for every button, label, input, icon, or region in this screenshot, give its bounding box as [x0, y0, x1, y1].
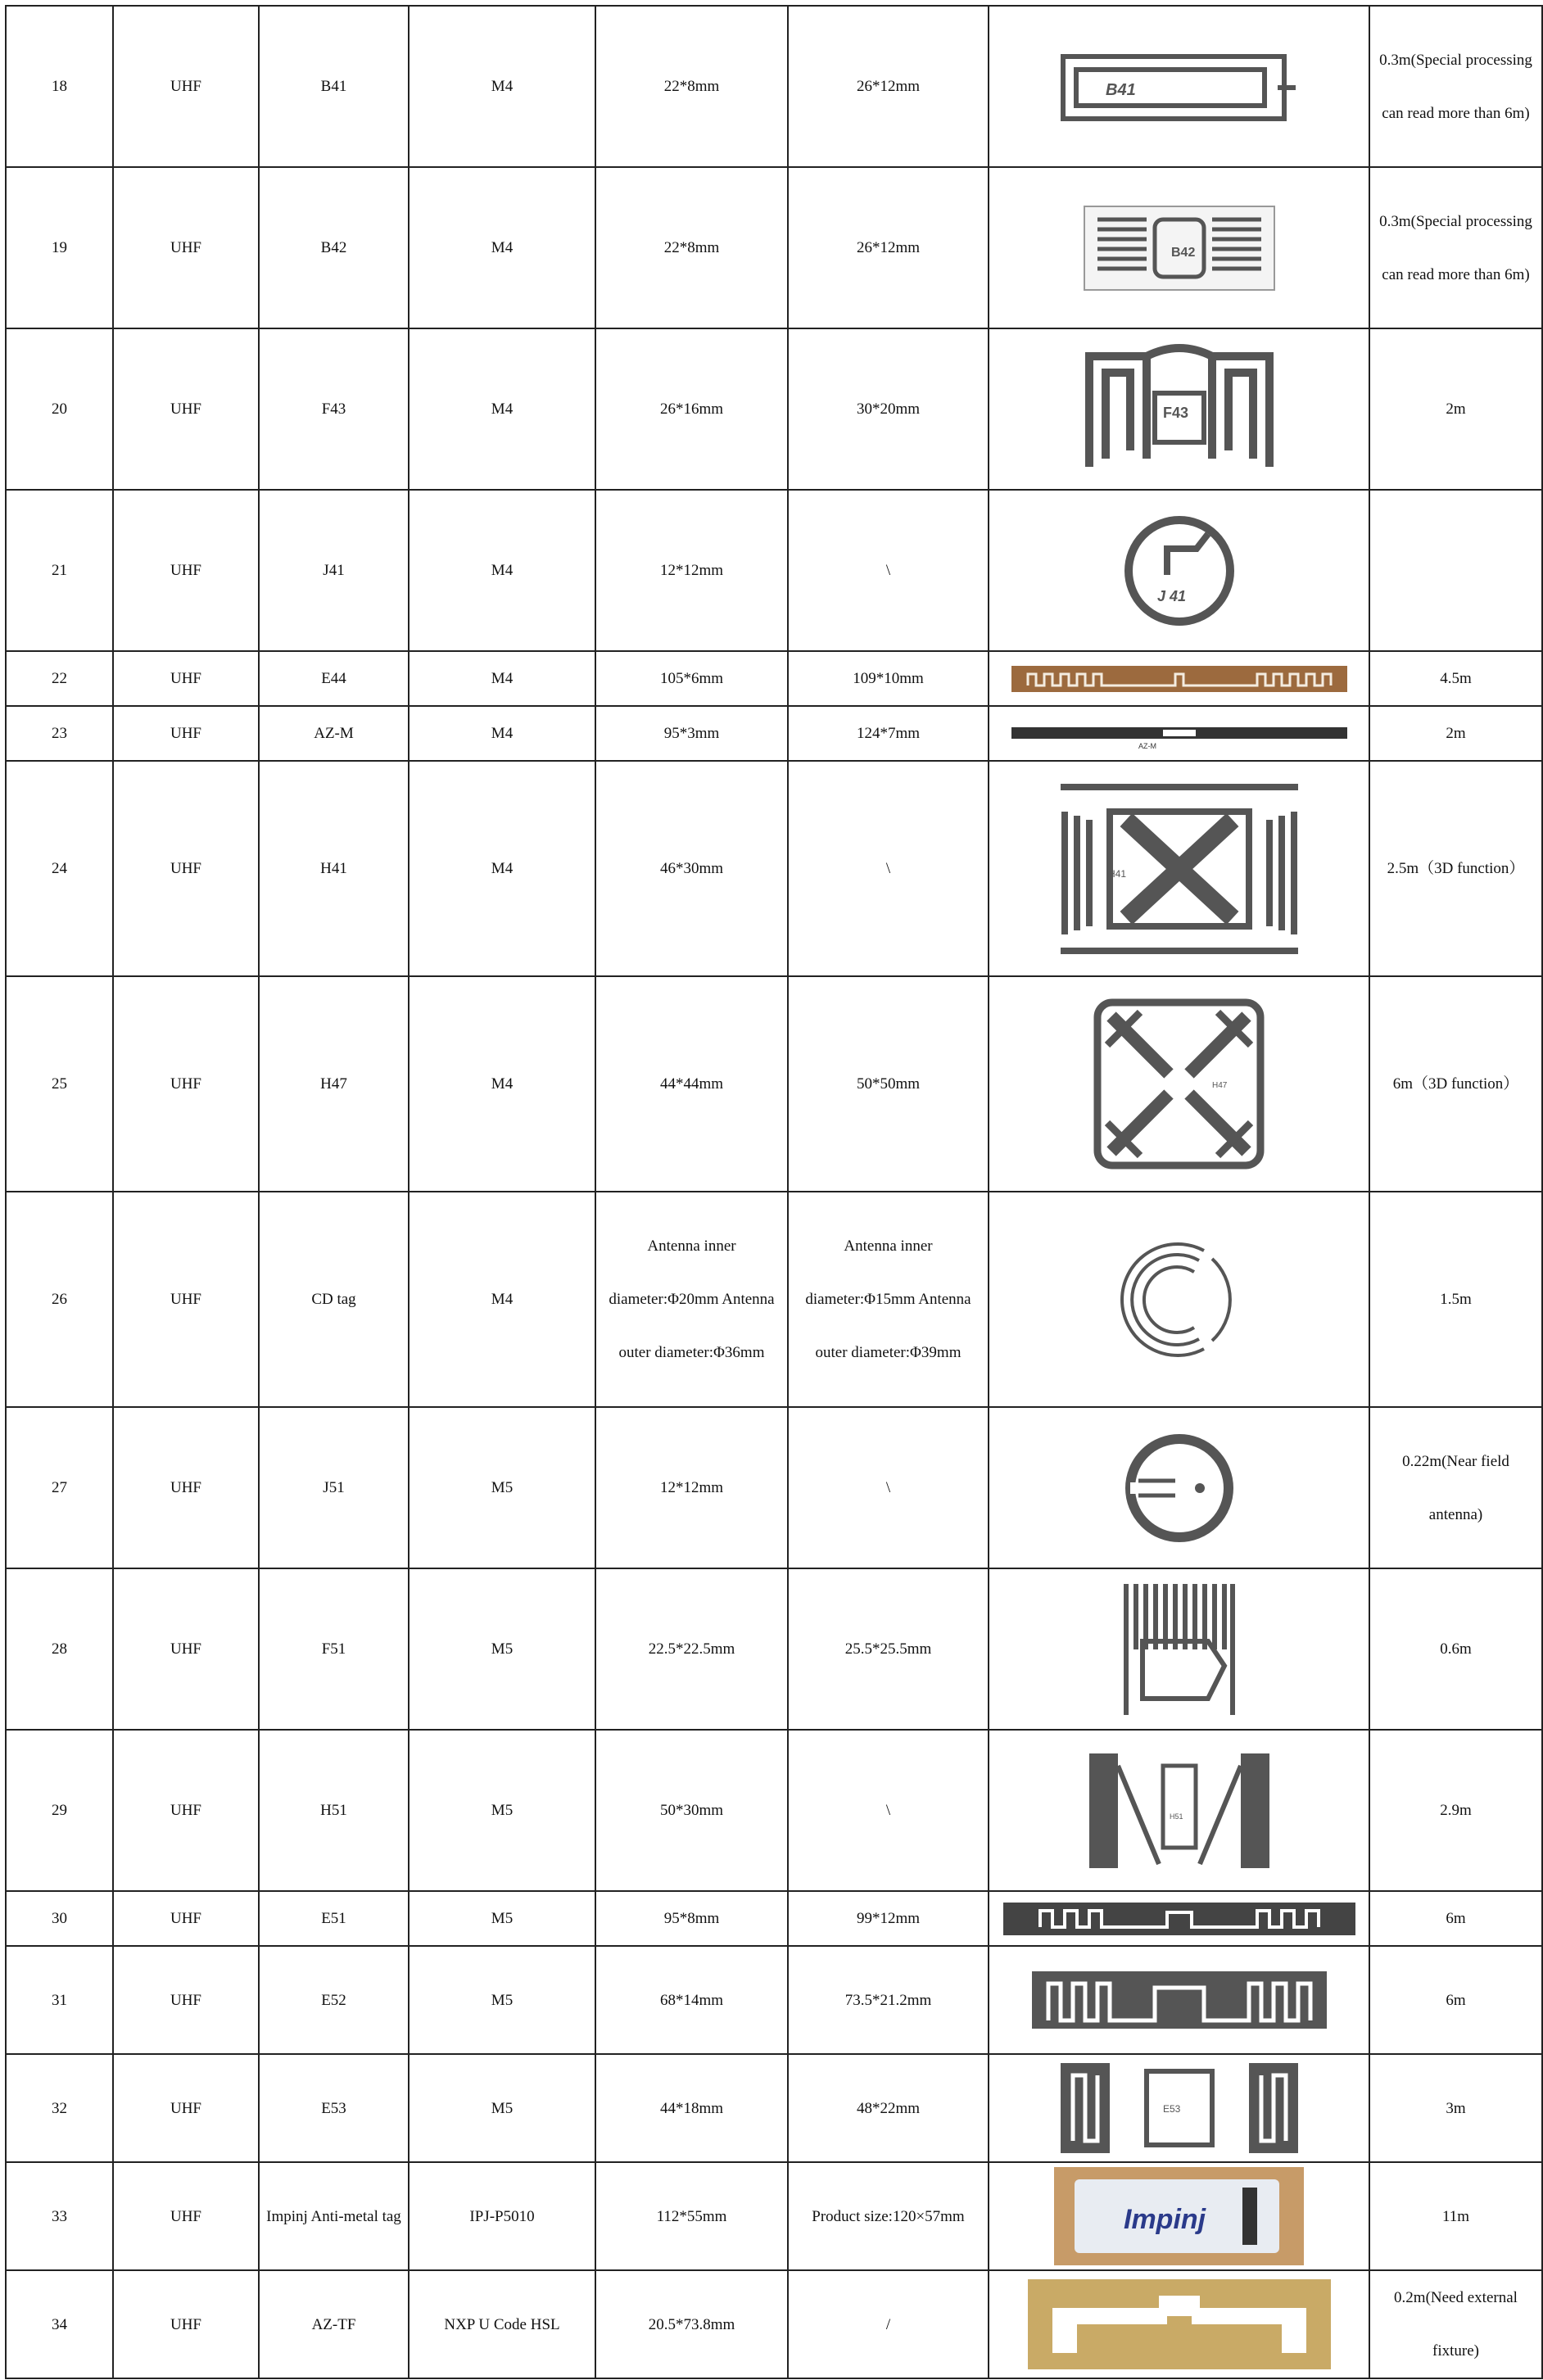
row-number: 24	[6, 761, 113, 976]
chip: M4	[409, 6, 595, 167]
frequency-band: UHF	[113, 1891, 259, 1946]
row-number: 20	[6, 328, 113, 490]
product-size: 109*10mm	[788, 651, 989, 706]
read-distance: 1.5m	[1369, 1192, 1542, 1407]
model: Impinj Anti-metal tag	[259, 2162, 409, 2270]
svg-text:B41: B41	[1105, 80, 1136, 99]
read-distance: 6m（3D function）	[1369, 976, 1542, 1192]
frequency-band: UHF	[113, 1730, 259, 1891]
row-number: 23	[6, 706, 113, 761]
j41-inlay-image	[989, 490, 1369, 651]
frequency-band: UHF	[113, 490, 259, 651]
chip: NXP U Code HSL	[409, 2270, 595, 2378]
read-distance: 6m	[1369, 1891, 1542, 1946]
table-row	[6, 1407, 1542, 1568]
table-row	[6, 328, 1542, 490]
az-m-inlay-image	[989, 706, 1369, 761]
model: AZ-M	[259, 706, 409, 761]
read-distance: 2.5m（3D function）	[1369, 761, 1542, 976]
row-number: 25	[6, 976, 113, 1192]
chip: M5	[409, 1946, 595, 2054]
read-distance: 0.2m(Need external fixture)	[1369, 2270, 1542, 2378]
antenna-size: 46*30mm	[595, 761, 788, 976]
read-distance: 4.5m	[1369, 651, 1542, 706]
row-number: 30	[6, 1891, 113, 1946]
table-row	[6, 6, 1542, 167]
row-number: 29	[6, 1730, 113, 1891]
row-number: 21	[6, 490, 113, 651]
table-row	[6, 1192, 1542, 1407]
frequency-band: UHF	[113, 706, 259, 761]
row-number: 31	[6, 1946, 113, 2054]
product-size: Product size:120×57mm	[788, 2162, 989, 2270]
chip: M5	[409, 1730, 595, 1891]
read-distance: 0.3m(Special processing can read more than 6m)	[1369, 6, 1542, 167]
svg-text:H51: H51	[1169, 1812, 1183, 1821]
model: CD tag	[259, 1192, 409, 1407]
row-number: 32	[6, 2054, 113, 2162]
antenna-size: 95*8mm	[595, 1891, 788, 1946]
model: F51	[259, 1568, 409, 1730]
table-row	[6, 651, 1542, 706]
model: E53	[259, 2054, 409, 2162]
model: J51	[259, 1407, 409, 1568]
table-row	[6, 1891, 1542, 1946]
table-row	[6, 490, 1542, 651]
chip: M5	[409, 1568, 595, 1730]
table-row	[6, 706, 1542, 761]
az-tf-inlay-image	[989, 2270, 1369, 2378]
table-row	[6, 1568, 1542, 1730]
antenna-size: 95*3mm	[595, 706, 788, 761]
antenna-size: 20.5*73.8mm	[595, 2270, 788, 2378]
svg-text:B42: B42	[1170, 245, 1195, 260]
antenna-size: 26*16mm	[595, 328, 788, 490]
chip: M5	[409, 1407, 595, 1568]
chip: M4	[409, 761, 595, 976]
table-row	[6, 1946, 1542, 2054]
chip: M4	[409, 651, 595, 706]
frequency-band: UHF	[113, 1568, 259, 1730]
read-distance: 0.22m(Near field antenna)	[1369, 1407, 1542, 1568]
read-distance: 11m	[1369, 2162, 1542, 2270]
model: H47	[259, 976, 409, 1192]
frequency-band: UHF	[113, 328, 259, 490]
h47-inlay-image	[989, 976, 1369, 1192]
product-size: 124*7mm	[788, 706, 989, 761]
product-size: 26*12mm	[788, 6, 989, 167]
model: F43	[259, 328, 409, 490]
frequency-band: UHF	[113, 976, 259, 1192]
row-number: 27	[6, 1407, 113, 1568]
chip: M4	[409, 1192, 595, 1407]
table-row	[6, 2162, 1542, 2270]
b42-inlay-image	[989, 167, 1369, 328]
frequency-band: UHF	[113, 651, 259, 706]
frequency-band: UHF	[113, 6, 259, 167]
h51-inlay-image	[989, 1730, 1369, 1891]
chip: M4	[409, 976, 595, 1192]
antenna-size: 105*6mm	[595, 651, 788, 706]
row-number: 26	[6, 1192, 113, 1407]
model: J41	[259, 490, 409, 651]
svg-text:E53: E53	[1162, 2103, 1180, 2115]
svg-text:H47: H47	[1212, 1081, 1228, 1090]
frequency-band: UHF	[113, 2270, 259, 2378]
model: B41	[259, 6, 409, 167]
antenna-size: Antenna inner diameter:Φ20mm Antenna outer diameter:Φ36mm	[595, 1192, 788, 1407]
model: AZ-TF	[259, 2270, 409, 2378]
read-distance	[1369, 490, 1542, 651]
model: E52	[259, 1946, 409, 2054]
j51-inlay-image	[989, 1407, 1369, 1568]
frequency-band: UHF	[113, 1407, 259, 1568]
product-size: Antenna inner diameter:Φ15mm Antenna outer diameter:Φ39mm	[788, 1192, 989, 1407]
chip: M4	[409, 167, 595, 328]
row-number: 33	[6, 2162, 113, 2270]
row-number: 18	[6, 6, 113, 167]
chip: IPJ-P5010	[409, 2162, 595, 2270]
read-distance: 2m	[1369, 328, 1542, 490]
frequency-band: UHF	[113, 761, 259, 976]
chip: M4	[409, 706, 595, 761]
svg-text:J 41: J 41	[1156, 587, 1186, 604]
h41-inlay-image	[989, 761, 1369, 976]
read-distance: 3m	[1369, 2054, 1542, 2162]
svg-text:H41: H41	[1107, 867, 1126, 880]
read-distance: 2m	[1369, 706, 1542, 761]
row-number: 19	[6, 167, 113, 328]
table-row	[6, 167, 1542, 328]
antenna-size: 44*18mm	[595, 2054, 788, 2162]
e52-inlay-image	[989, 1946, 1369, 2054]
e44-inlay-image	[989, 651, 1369, 706]
antenna-size: 112*55mm	[595, 2162, 788, 2270]
product-size: 99*12mm	[788, 1891, 989, 1946]
antenna-size: 68*14mm	[595, 1946, 788, 2054]
frequency-band: UHF	[113, 2054, 259, 2162]
product-size: 50*50mm	[788, 976, 989, 1192]
antenna-size: 50*30mm	[595, 1730, 788, 1891]
model: E44	[259, 651, 409, 706]
table-row	[6, 1730, 1542, 1891]
read-distance: 0.6m	[1369, 1568, 1542, 1730]
table-row	[6, 2054, 1542, 2162]
read-distance: 6m	[1369, 1946, 1542, 2054]
row-number: 28	[6, 1568, 113, 1730]
read-distance: 2.9m	[1369, 1730, 1542, 1891]
frequency-band: UHF	[113, 1946, 259, 2054]
cd-tag-inlay-image	[989, 1192, 1369, 1407]
row-number: 34	[6, 2270, 113, 2378]
product-size: \	[788, 1407, 989, 1568]
product-size: \	[788, 761, 989, 976]
table-row	[6, 2270, 1542, 2378]
product-size: /	[788, 2270, 989, 2378]
chip: M5	[409, 2054, 595, 2162]
product-size: 73.5*21.2mm	[788, 1946, 989, 2054]
antenna-size: 22*8mm	[595, 167, 788, 328]
impinj-tag-image	[989, 2162, 1369, 2270]
antenna-size: 44*44mm	[595, 976, 788, 1192]
chip: M4	[409, 490, 595, 651]
table-row	[6, 761, 1542, 976]
model: H41	[259, 761, 409, 976]
antenna-size: 12*12mm	[595, 1407, 788, 1568]
frequency-band: UHF	[113, 2162, 259, 2270]
product-size: 48*22mm	[788, 2054, 989, 2162]
row-number: 22	[6, 651, 113, 706]
svg-text:F43: F43	[1162, 404, 1188, 421]
b41-inlay-image	[989, 6, 1369, 167]
read-distance: 0.3m(Special processing can read more than 6m)	[1369, 167, 1542, 328]
model: E51	[259, 1891, 409, 1946]
product-size: 30*20mm	[788, 328, 989, 490]
table-row	[6, 976, 1542, 1192]
antenna-size: 12*12mm	[595, 490, 788, 651]
model: H51	[259, 1730, 409, 1891]
e53-inlay-image	[989, 2054, 1369, 2162]
f43-inlay-image	[989, 328, 1369, 490]
inlay-spec-table	[5, 5, 1543, 2379]
f51-inlay-image	[989, 1568, 1369, 1730]
product-size: \	[788, 490, 989, 651]
chip: M4	[409, 328, 595, 490]
e51-inlay-image	[989, 1891, 1369, 1946]
model: B42	[259, 167, 409, 328]
antenna-size: 22.5*22.5mm	[595, 1568, 788, 1730]
product-size: \	[788, 1730, 989, 1891]
frequency-band: UHF	[113, 1192, 259, 1407]
svg-text:AZ-M: AZ-M	[1138, 741, 1156, 750]
svg-text:Impinj: Impinj	[1124, 2204, 1206, 2235]
chip: M5	[409, 1891, 595, 1946]
product-size: 25.5*25.5mm	[788, 1568, 989, 1730]
antenna-size: 22*8mm	[595, 6, 788, 167]
product-size: 26*12mm	[788, 167, 989, 328]
frequency-band: UHF	[113, 167, 259, 328]
